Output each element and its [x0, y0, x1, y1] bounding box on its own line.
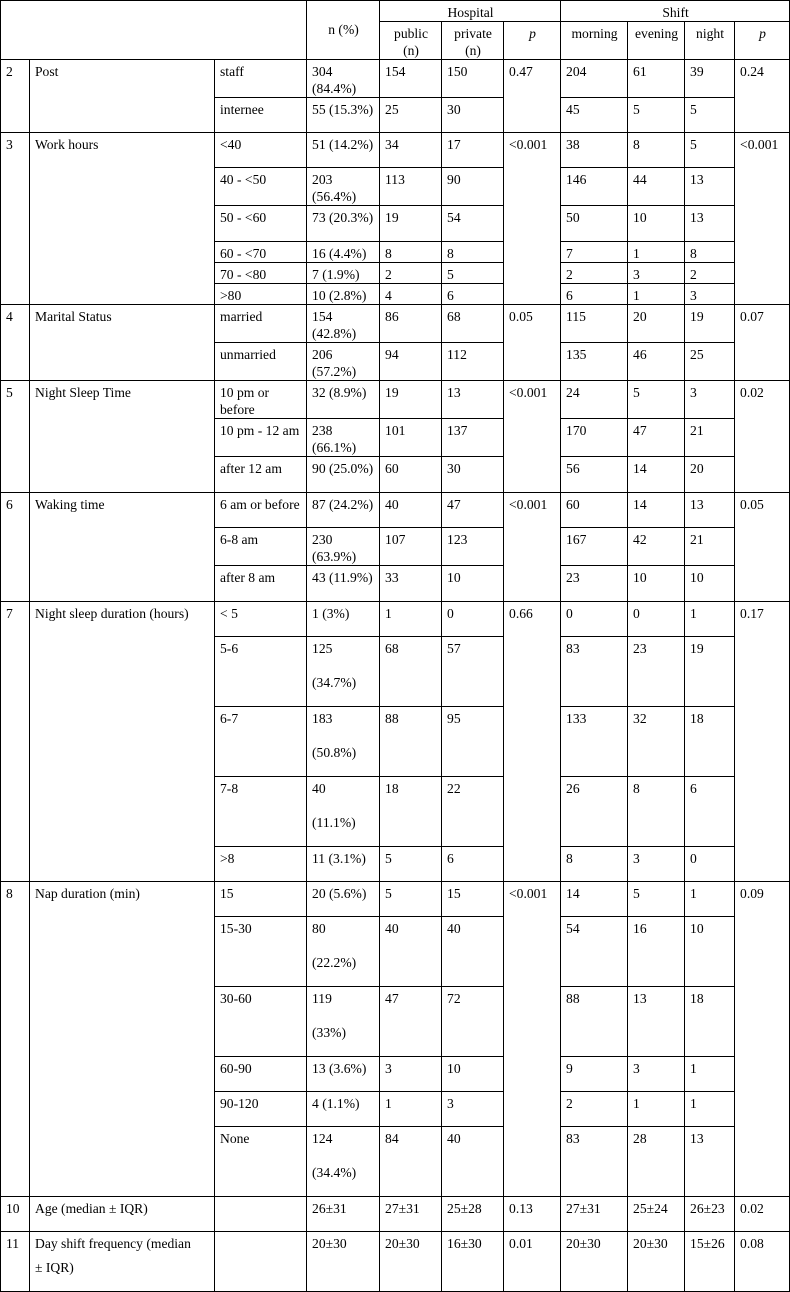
- hospital-p-value: <0.001: [504, 882, 561, 1197]
- n-percent-cell: [307, 777, 380, 847]
- night-count: 21: [685, 528, 735, 566]
- n-value: 125: [312, 641, 333, 656]
- hospital-p-value: 0.66: [504, 602, 561, 882]
- public-count: 40: [380, 493, 442, 528]
- category-label: 10 pm or before: [215, 381, 307, 419]
- label-line: Day shift frequency (median: [35, 1236, 191, 1251]
- n-percent-cell: 87 (24.2%): [307, 493, 380, 528]
- category-label-empty: [215, 1232, 307, 1292]
- night-count: 13: [685, 206, 735, 242]
- public-count: 1: [380, 602, 442, 637]
- variable-label: Marital Status: [30, 305, 215, 381]
- private-count: 47: [442, 493, 504, 528]
- evening-count: 1: [628, 1092, 685, 1127]
- morning-count: 146: [561, 168, 628, 206]
- evening-count: 3: [628, 263, 685, 284]
- header-n-pct: n (%): [307, 1, 380, 60]
- category-label: 30-60: [215, 987, 307, 1057]
- evening-count: 10: [628, 206, 685, 242]
- n-value: 124: [312, 1131, 333, 1146]
- morning-count: 135: [561, 343, 628, 381]
- label-line: ± IQR): [35, 1260, 74, 1275]
- public-count: 25: [380, 98, 442, 133]
- night-count: 5: [685, 133, 735, 168]
- shift-p-value: 0.24: [735, 60, 790, 133]
- morning-count: 2: [561, 1092, 628, 1127]
- private-count: 8: [442, 242, 504, 263]
- public-count: 47: [380, 987, 442, 1057]
- category-label: unmarried: [215, 343, 307, 381]
- n-value: 119: [312, 991, 332, 1006]
- row-number: 11: [1, 1232, 30, 1292]
- morning-count: 24: [561, 381, 628, 419]
- n-percent-cell: 203 (56.4%): [307, 168, 380, 206]
- morning-count: 23: [561, 566, 628, 602]
- hospital-p-value: 0.01: [504, 1232, 561, 1292]
- n-percent-cell: 304 (84.4%): [307, 60, 380, 98]
- shift-p-value: <0.001: [735, 133, 790, 305]
- evening-value: 20±30: [628, 1232, 685, 1292]
- subheader-private: private (n): [442, 22, 504, 60]
- n-percent-cell: 11 (3.1%): [307, 847, 380, 882]
- subheader-evening: evening: [628, 22, 685, 60]
- n-value: 80: [312, 921, 326, 936]
- row-number: 4: [1, 305, 30, 381]
- morning-count: 204: [561, 60, 628, 98]
- table-row: [1, 1197, 790, 1232]
- evening-count: 44: [628, 168, 685, 206]
- table-row: [1, 60, 790, 98]
- n-percent-cell: 238 (66.1%): [307, 419, 380, 457]
- evening-count: 46: [628, 343, 685, 381]
- night-count: 20: [685, 457, 735, 493]
- evening-count: 1: [628, 242, 685, 263]
- private-count: 13: [442, 381, 504, 419]
- public-count: 68: [380, 637, 442, 707]
- private-count: 6: [442, 847, 504, 882]
- morning-count: 54: [561, 917, 628, 987]
- n-percent-cell: 230 (63.9%): [307, 528, 380, 566]
- variable-label: Night Sleep Time: [30, 381, 215, 493]
- variable-label: Post: [30, 60, 215, 133]
- n-percent-cell: 51 (14.2%): [307, 133, 380, 168]
- evening-count: 28: [628, 1127, 685, 1197]
- private-count: 57: [442, 637, 504, 707]
- private-count: 40: [442, 1127, 504, 1197]
- category-label: 6 am or before: [215, 493, 307, 528]
- night-count: 1: [685, 1092, 735, 1127]
- private-count: 137: [442, 419, 504, 457]
- percent-value: (34.4%): [312, 1165, 357, 1180]
- n-percent-cell: 55 (15.3%): [307, 98, 380, 133]
- private-count: 112: [442, 343, 504, 381]
- public-count: 84: [380, 1127, 442, 1197]
- night-count: 6: [685, 777, 735, 847]
- private-value: 16±30: [442, 1232, 504, 1292]
- n-percent-cell: 206 (57.2%): [307, 343, 380, 381]
- header-blank: [1, 1, 307, 60]
- evening-count: 14: [628, 457, 685, 493]
- evening-count: 5: [628, 98, 685, 133]
- category-label: 6-8 am: [215, 528, 307, 566]
- subheader-p-value: p: [735, 22, 790, 60]
- public-count: 5: [380, 882, 442, 917]
- percent-value: (11.1%): [312, 815, 356, 830]
- morning-count: 0: [561, 602, 628, 637]
- private-count: 90: [442, 168, 504, 206]
- header-hospital: Hospital: [380, 1, 561, 22]
- n-percent-cell: 7 (1.9%): [307, 263, 380, 284]
- evening-count: 47: [628, 419, 685, 457]
- public-count: 19: [380, 206, 442, 242]
- public-count: 40: [380, 917, 442, 987]
- night-count: 10: [685, 917, 735, 987]
- evening-count: 0: [628, 602, 685, 637]
- private-count: 15: [442, 882, 504, 917]
- night-count: 19: [685, 305, 735, 343]
- variable-label: Nap duration (min): [30, 882, 215, 1197]
- n-percent-cell: 43 (11.9%): [307, 566, 380, 602]
- row-number: 3: [1, 133, 30, 305]
- table-row: [1, 1232, 790, 1292]
- evening-count: 13: [628, 987, 685, 1057]
- morning-value: 27±31: [561, 1197, 628, 1232]
- morning-count: 133: [561, 707, 628, 777]
- morning-count: 7: [561, 242, 628, 263]
- variable-label: Night sleep duration (hours): [30, 602, 215, 882]
- public-count: 33: [380, 566, 442, 602]
- night-count: 5: [685, 98, 735, 133]
- variable-label: Work hours: [30, 133, 215, 305]
- night-count: 21: [685, 419, 735, 457]
- evening-count: 3: [628, 1057, 685, 1092]
- evening-count: 10: [628, 566, 685, 602]
- night-count: 13: [685, 168, 735, 206]
- category-label: 60-90: [215, 1057, 307, 1092]
- evening-count: 20: [628, 305, 685, 343]
- public-count: 3: [380, 1057, 442, 1092]
- header-shift: Shift: [561, 1, 790, 22]
- night-count: 13: [685, 493, 735, 528]
- hospital-p-value: <0.001: [504, 381, 561, 493]
- private-count: 123: [442, 528, 504, 566]
- n-percent-cell: [307, 987, 380, 1057]
- private-value: 25±28: [442, 1197, 504, 1232]
- private-count: 0: [442, 602, 504, 637]
- percent-value: (33%): [312, 1025, 346, 1040]
- category-label: 40 - <50: [215, 168, 307, 206]
- category-label-empty: [215, 1197, 307, 1232]
- night-count: 8: [685, 242, 735, 263]
- night-value: 15±26: [685, 1232, 735, 1292]
- night-count: 2: [685, 263, 735, 284]
- category-label: 10 pm - 12 am: [215, 419, 307, 457]
- morning-count: 50: [561, 206, 628, 242]
- n-percent-cell: 32 (8.9%): [307, 381, 380, 419]
- category-label: 50 - <60: [215, 206, 307, 242]
- row-number: 8: [1, 882, 30, 1197]
- morning-value: 20±30: [561, 1232, 628, 1292]
- night-count: 39: [685, 60, 735, 98]
- n-percent-cell: 10 (2.8%): [307, 284, 380, 305]
- public-count: 1: [380, 1092, 442, 1127]
- public-count: 19: [380, 381, 442, 419]
- n-percent-cell: 1 (3%): [307, 602, 380, 637]
- n-percent-cell: 20±30: [307, 1232, 380, 1292]
- row-number: 7: [1, 602, 30, 882]
- n-percent-cell: 13 (3.6%): [307, 1057, 380, 1092]
- morning-count: 115: [561, 305, 628, 343]
- n-value: 40: [312, 781, 326, 796]
- percent-value: (22.2%): [312, 955, 357, 970]
- public-count: 2: [380, 263, 442, 284]
- n-percent-cell: 154 (42.8%): [307, 305, 380, 343]
- category-label: internee: [215, 98, 307, 133]
- night-count: 1: [685, 882, 735, 917]
- category-label: 15: [215, 882, 307, 917]
- category-label: 6-7: [215, 707, 307, 777]
- public-count: 8: [380, 242, 442, 263]
- morning-count: 38: [561, 133, 628, 168]
- subheader-morning: morning: [561, 22, 628, 60]
- evening-value: 25±24: [628, 1197, 685, 1232]
- variable-label: Age (median ± IQR): [30, 1197, 215, 1232]
- private-count: 54: [442, 206, 504, 242]
- evening-count: 5: [628, 882, 685, 917]
- n-percent-cell: [307, 637, 380, 707]
- evening-count: 16: [628, 917, 685, 987]
- private-count: 3: [442, 1092, 504, 1127]
- morning-count: 26: [561, 777, 628, 847]
- shift-p-value: 0.07: [735, 305, 790, 381]
- evening-count: 23: [628, 637, 685, 707]
- private-count: 40: [442, 917, 504, 987]
- n-percent-cell: 4 (1.1%): [307, 1092, 380, 1127]
- evening-count: 32: [628, 707, 685, 777]
- evening-count: 61: [628, 60, 685, 98]
- hospital-p-value: 0.05: [504, 305, 561, 381]
- subheader-public: public (n): [380, 22, 442, 60]
- category-label: 60 - <70: [215, 242, 307, 263]
- night-value: 26±23: [685, 1197, 735, 1232]
- hospital-p-value: <0.001: [504, 133, 561, 305]
- n-percent-cell: 26±31: [307, 1197, 380, 1232]
- category-label: 7-8: [215, 777, 307, 847]
- morning-count: 170: [561, 419, 628, 457]
- shift-p-value: 0.08: [735, 1232, 790, 1292]
- private-count: 22: [442, 777, 504, 847]
- public-count: 5: [380, 847, 442, 882]
- night-count: 3: [685, 381, 735, 419]
- public-count: 107: [380, 528, 442, 566]
- public-value: 20±30: [380, 1232, 442, 1292]
- public-count: 154: [380, 60, 442, 98]
- n-percent-cell: 73 (20.3%): [307, 206, 380, 242]
- evening-count: 5: [628, 381, 685, 419]
- evening-count: 3: [628, 847, 685, 882]
- private-count: 17: [442, 133, 504, 168]
- table-row: [1, 602, 790, 637]
- hospital-p-value: <0.001: [504, 493, 561, 602]
- morning-count: 14: [561, 882, 628, 917]
- night-count: 1: [685, 602, 735, 637]
- shift-p-value: 0.02: [735, 1197, 790, 1232]
- n-percent-cell: 20 (5.6%): [307, 882, 380, 917]
- n-percent-cell: [307, 1127, 380, 1197]
- n-percent-cell: [307, 707, 380, 777]
- private-count: 30: [442, 98, 504, 133]
- hospital-p-value: 0.13: [504, 1197, 561, 1232]
- percent-value: (34.7%): [312, 675, 357, 690]
- private-count: 10: [442, 1057, 504, 1092]
- private-count: 6: [442, 284, 504, 305]
- evening-count: 14: [628, 493, 685, 528]
- variable-label: Waking time: [30, 493, 215, 602]
- night-count: 25: [685, 343, 735, 381]
- hospital-p-value: 0.47: [504, 60, 561, 133]
- shift-p-value: 0.09: [735, 882, 790, 1197]
- night-count: 18: [685, 707, 735, 777]
- morning-count: 2: [561, 263, 628, 284]
- category-label: 15-30: [215, 917, 307, 987]
- morning-count: 45: [561, 98, 628, 133]
- variable-label: [30, 1232, 215, 1292]
- morning-count: 56: [561, 457, 628, 493]
- morning-count: 6: [561, 284, 628, 305]
- category-label: staff: [215, 60, 307, 98]
- row-number: 6: [1, 493, 30, 602]
- category-label: None: [215, 1127, 307, 1197]
- morning-count: 88: [561, 987, 628, 1057]
- private-count: 68: [442, 305, 504, 343]
- private-count: 150: [442, 60, 504, 98]
- public-count: 113: [380, 168, 442, 206]
- table-row: [1, 381, 790, 419]
- private-count: 5: [442, 263, 504, 284]
- n-percent-cell: [307, 917, 380, 987]
- shift-p-value: 0.05: [735, 493, 790, 602]
- public-count: 18: [380, 777, 442, 847]
- private-count: 30: [442, 457, 504, 493]
- row-number: 10: [1, 1197, 30, 1232]
- night-count: 3: [685, 284, 735, 305]
- shift-p-value: 0.17: [735, 602, 790, 882]
- table-row: [1, 133, 790, 168]
- public-count: 94: [380, 343, 442, 381]
- n-percent-cell: 90 (25.0%): [307, 457, 380, 493]
- private-count: 95: [442, 707, 504, 777]
- evening-count: 8: [628, 777, 685, 847]
- table-row: [1, 882, 790, 917]
- category-label: <40: [215, 133, 307, 168]
- night-count: 13: [685, 1127, 735, 1197]
- n-value: 183: [312, 711, 333, 726]
- evening-count: 8: [628, 133, 685, 168]
- public-value: 27±31: [380, 1197, 442, 1232]
- public-count: 88: [380, 707, 442, 777]
- shift-p-value: 0.02: [735, 381, 790, 493]
- public-count: 101: [380, 419, 442, 457]
- row-number: 2: [1, 60, 30, 133]
- morning-count: 8: [561, 847, 628, 882]
- n-percent-cell: 16 (4.4%): [307, 242, 380, 263]
- public-count: 60: [380, 457, 442, 493]
- night-count: 0: [685, 847, 735, 882]
- night-count: 19: [685, 637, 735, 707]
- night-count: 18: [685, 987, 735, 1057]
- public-count: 86: [380, 305, 442, 343]
- public-count: 4: [380, 284, 442, 305]
- evening-count: 1: [628, 284, 685, 305]
- morning-count: 83: [561, 1127, 628, 1197]
- category-label: >80: [215, 284, 307, 305]
- subheader-p-value: p: [504, 22, 561, 60]
- subheader-night: night: [685, 22, 735, 60]
- evening-count: 42: [628, 528, 685, 566]
- category-label: after 8 am: [215, 566, 307, 602]
- category-label: 70 - <80: [215, 263, 307, 284]
- public-count: 34: [380, 133, 442, 168]
- morning-count: 60: [561, 493, 628, 528]
- morning-count: 9: [561, 1057, 628, 1092]
- table-row: [1, 493, 790, 528]
- row-number: 5: [1, 381, 30, 493]
- category-label: married: [215, 305, 307, 343]
- morning-count: 83: [561, 637, 628, 707]
- private-count: 72: [442, 987, 504, 1057]
- percent-value: (50.8%): [312, 745, 357, 760]
- category-label: 90-120: [215, 1092, 307, 1127]
- morning-count: 167: [561, 528, 628, 566]
- night-count: 10: [685, 566, 735, 602]
- category-label: >8: [215, 847, 307, 882]
- private-count: 10: [442, 566, 504, 602]
- category-label: < 5: [215, 602, 307, 637]
- category-label: 5-6: [215, 637, 307, 707]
- night-count: 1: [685, 1057, 735, 1092]
- table-row: [1, 305, 790, 343]
- category-label: after 12 am: [215, 457, 307, 493]
